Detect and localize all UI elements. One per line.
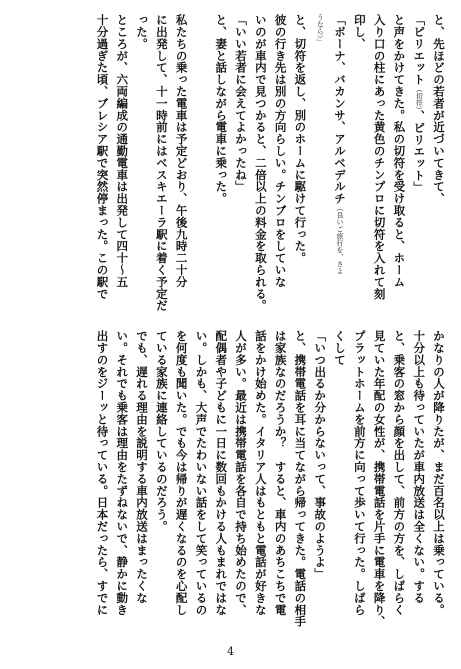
text-line: [408, 14, 428, 314]
text-line: と、切符を返し、別のホームに駆けて行った。: [293, 14, 308, 264]
text-line: 十分過ぎた頃、ブレシア駅で突然停まった。この駅で: [95, 14, 110, 300]
text-line: と、妻と話しながら電車に乗った。: [214, 14, 229, 205]
top-text-block: [18, 14, 448, 314]
ruby-note: （良いご旅行を、さよ: [336, 204, 345, 275]
text-line: 話をかけ始めた。イタリア人はもともと電話が好きな: [253, 330, 268, 616]
text-line: プラットホームを前方に向って歩いて行った。しばら: [352, 330, 367, 616]
blank-line: [191, 14, 211, 314]
text-line: い。それでも乗客は理由をたずねないで、静かに動き: [115, 330, 130, 616]
text-line: 私たちの乗った電車は予定どおり、午後九時二十分: [174, 14, 189, 288]
text-line: 彼の行き先は別の方向らしい。チンブロをしていな: [273, 14, 288, 288]
text-fragment: 「ピリエット: [412, 14, 427, 86]
text-line: と声をかけてきた。私の切符を受け取ると、ホーム: [392, 14, 407, 288]
text-line: 人が多い。最近は携帯電話を各自で持ち始めたので、: [234, 330, 249, 616]
text-fragment: 「ボーナ、バカンサ、アルベデルチ: [333, 14, 348, 205]
text-line: に出発して、十一時前にはベスキエーラ駅に着く予定だ: [154, 14, 169, 312]
text-line: いのが車内で見つかると、二倍以上の料金を取られる。: [253, 14, 268, 312]
text-line: は家族なのだろうか？ すると、車内のあちこちで電: [273, 330, 288, 616]
text-line: と、先ほどの若者が近づいてきて、: [432, 14, 446, 205]
text-line: 「いつ出るか分からないって、事故のようよ」: [313, 330, 328, 580]
text-line: 配偶者や子どもに一日に数回もかける人もまれではな: [214, 330, 229, 616]
text-line: ている家族に連絡しているのだろう。: [154, 330, 169, 533]
text-line: い。しかも、大声でたわいない話をして笑っているの: [194, 330, 209, 616]
text-line: と、乗客の窓から顔を出して、前方の方を、しばらく: [392, 330, 407, 616]
text-fragment: 、ピリエット」: [412, 109, 427, 194]
text-line: 見ていた年配の女性が、携帯電話を片手に電車を降り、: [372, 330, 387, 628]
text-line: 印し、: [352, 14, 367, 50]
bottom-text-block: [18, 330, 448, 632]
text-line: を何度も聞いた。でも今は帰りが遅くなるのを心配し: [174, 330, 189, 616]
ruby-note: （切符）: [415, 85, 424, 110]
text-line: くして: [333, 330, 348, 366]
text-line: かなりの人が降りたが、まだ百名以上は乗っている。: [432, 330, 446, 616]
text-line: 入り口の柱にあった黄色のチンプロに切符を入れて刻: [372, 14, 387, 300]
page-number: 4: [227, 645, 234, 658]
text-line: 「いい若者に会えてよかったね」: [234, 14, 249, 193]
text-line: うなら）」: [316, 14, 325, 46]
text-line: 出すのをジーッと待っている。日本だったら、すでに: [95, 330, 110, 616]
text-line: でも、遅れる理由を説明する車内放送はまったくな: [135, 330, 150, 604]
text-line: った。: [135, 14, 150, 50]
text-line: ところが、六両編成の通勤電車は出発して四十～五: [115, 14, 130, 288]
text-line: と、携帯電話を耳に当てながら帰ってきた。電話の相手: [293, 330, 308, 628]
text-line: [329, 14, 349, 314]
text-line: 十分以上も待っていたが車内放送は全くない。する: [412, 330, 427, 604]
